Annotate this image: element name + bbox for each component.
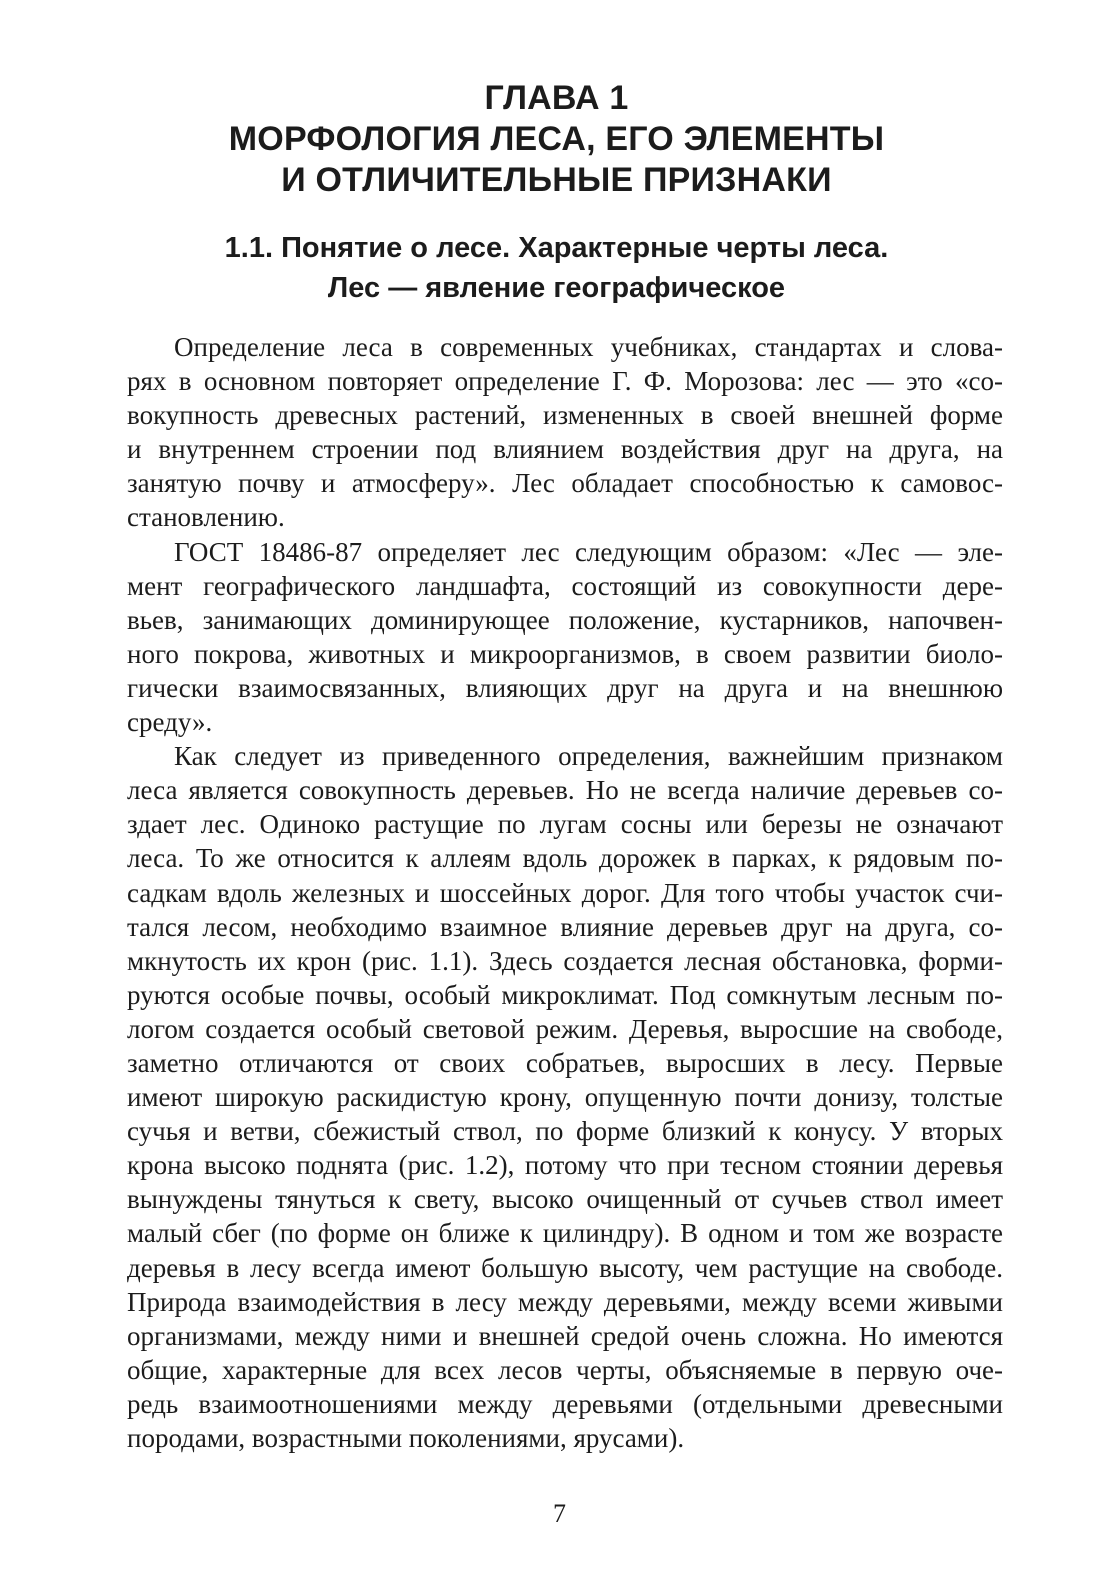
text-line: имеют широкую раскидистую крону, опущенную почти донизу, толстые: [127, 1082, 1003, 1113]
chapter-heading: [100, 78, 1013, 201]
text-line: вокупность древесных растений, измененных в своей внешней форме: [127, 400, 1003, 431]
body-text: [127, 330, 1003, 1455]
page-number: 7: [553, 1499, 566, 1528]
section-heading: [100, 228, 1013, 308]
text-line: рях в основном повторяет определение Г. Ф. Морозова: лес — это «со-: [127, 366, 1003, 397]
text-line: здает лес. Одиноко растущие по лугам сосны или березы не означают: [127, 809, 1003, 840]
text-line: породами, возрастными поколениями, ярусами).: [127, 1423, 685, 1453]
text-line: леса является совокупность деревьев. Но не всегда наличие деревьев со-: [127, 775, 1003, 806]
text-line: малый сбег (по форме он ближе к цилиндру). В одном и том же возрасте: [127, 1218, 1003, 1249]
text-line: садкам вдоль железных и шоссейных дорог. Для того чтобы участок счи-: [127, 877, 1003, 908]
text-line: среду».: [127, 707, 213, 738]
text-line: вынуждены тянуться к свету, высоко очищенный от сучьев ствол имеет: [127, 1184, 1003, 1215]
text-line: деревья в лесу всегда имеют большую высоту, чем растущие на свободе.: [127, 1252, 1003, 1283]
text-line: занятую почву и атмосферу». Лес обладает способностью к самовос-: [127, 468, 1003, 499]
text-line: ного покрова, животных и микроорганизмов, в своем развитии биоло-: [127, 638, 1003, 669]
text-line: вьев, занимающих доминирующее положение, кустарников, напочвен-: [127, 604, 1003, 635]
text-line: тался лесом, необходимо взаимное влияние деревьев друг на друга, со-: [127, 911, 1003, 942]
text-line: леса. То же относится к аллеям вдоль дорожек в парках, к рядовым по-: [127, 843, 1003, 874]
text-line: Определение леса в современных учебниках, стандартах и слова-: [174, 332, 1003, 362]
text-line: гически взаимосвязанных, влияющих друг на друга и на внешнюю: [127, 672, 1003, 703]
paragraph: [127, 535, 1003, 740]
chapter-title-line-2: И ОТЛИЧИТЕЛЬНЫЕ ПРИЗНАКИ: [281, 161, 832, 199]
text-line: общие, характерные для всех лесов черты, объясняемые в первую оче-: [127, 1354, 1003, 1385]
text-line: становлению.: [127, 502, 285, 533]
text-line: и внутреннем строении под влиянием воздействия друг на друга, на: [127, 434, 1003, 465]
text-line: заметно отличаются от своих собратьев, выросших в лесу. Первые: [127, 1047, 1003, 1078]
paragraph: [127, 739, 1003, 1455]
chapter-title-line-1: МОРФОЛОГИЯ ЛЕСА, ЕГО ЭЛЕМЕНТЫ: [228, 120, 885, 158]
text-line: ГОСТ 18486-87 определяет лес следующим образом: «Лес — эле-: [174, 536, 1003, 567]
paragraph: [127, 330, 1003, 535]
text-line: редь взаимоотношениями между деревьями (отдельными древесными: [127, 1388, 1003, 1419]
chapter-label: ГЛАВА 1: [484, 79, 629, 117]
text-line: крона высоко поднята (рис. 1.2), потому что при тесном стоянии деревья: [127, 1150, 1003, 1181]
text-line: мкнутость их крон (рис. 1.1). Здесь создается лесная обстановка, форми-: [127, 945, 1003, 976]
text-line: Как следует из приведенного определения, важнейшим признаком: [174, 741, 1003, 772]
text-line: руются особые почвы, особый микроклимат. Под сомкнутым лесным по-: [127, 979, 1003, 1010]
text-line: логом создается особый световой режим. Деревья, выросшие на свободе,: [127, 1013, 1003, 1044]
section-title-line-2: Лес — явление географическое: [327, 272, 786, 304]
text-line: Природа взаимодействия в лесу между деревьями, между всеми живыми: [127, 1286, 1003, 1317]
text-line: сучья и ветви, сбежистый ствол, по форме близкий к конусу. У вторых: [127, 1116, 1003, 1147]
text-line: мент географического ландшафта, состоящий из совокупности дере-: [127, 570, 1003, 601]
section-title-line-1: 1.1. Понятие о лесе. Характерные черты леса.: [224, 232, 889, 264]
text-line: организмами, между ними и внешней средой очень сложна. Но имеются: [127, 1320, 1003, 1351]
